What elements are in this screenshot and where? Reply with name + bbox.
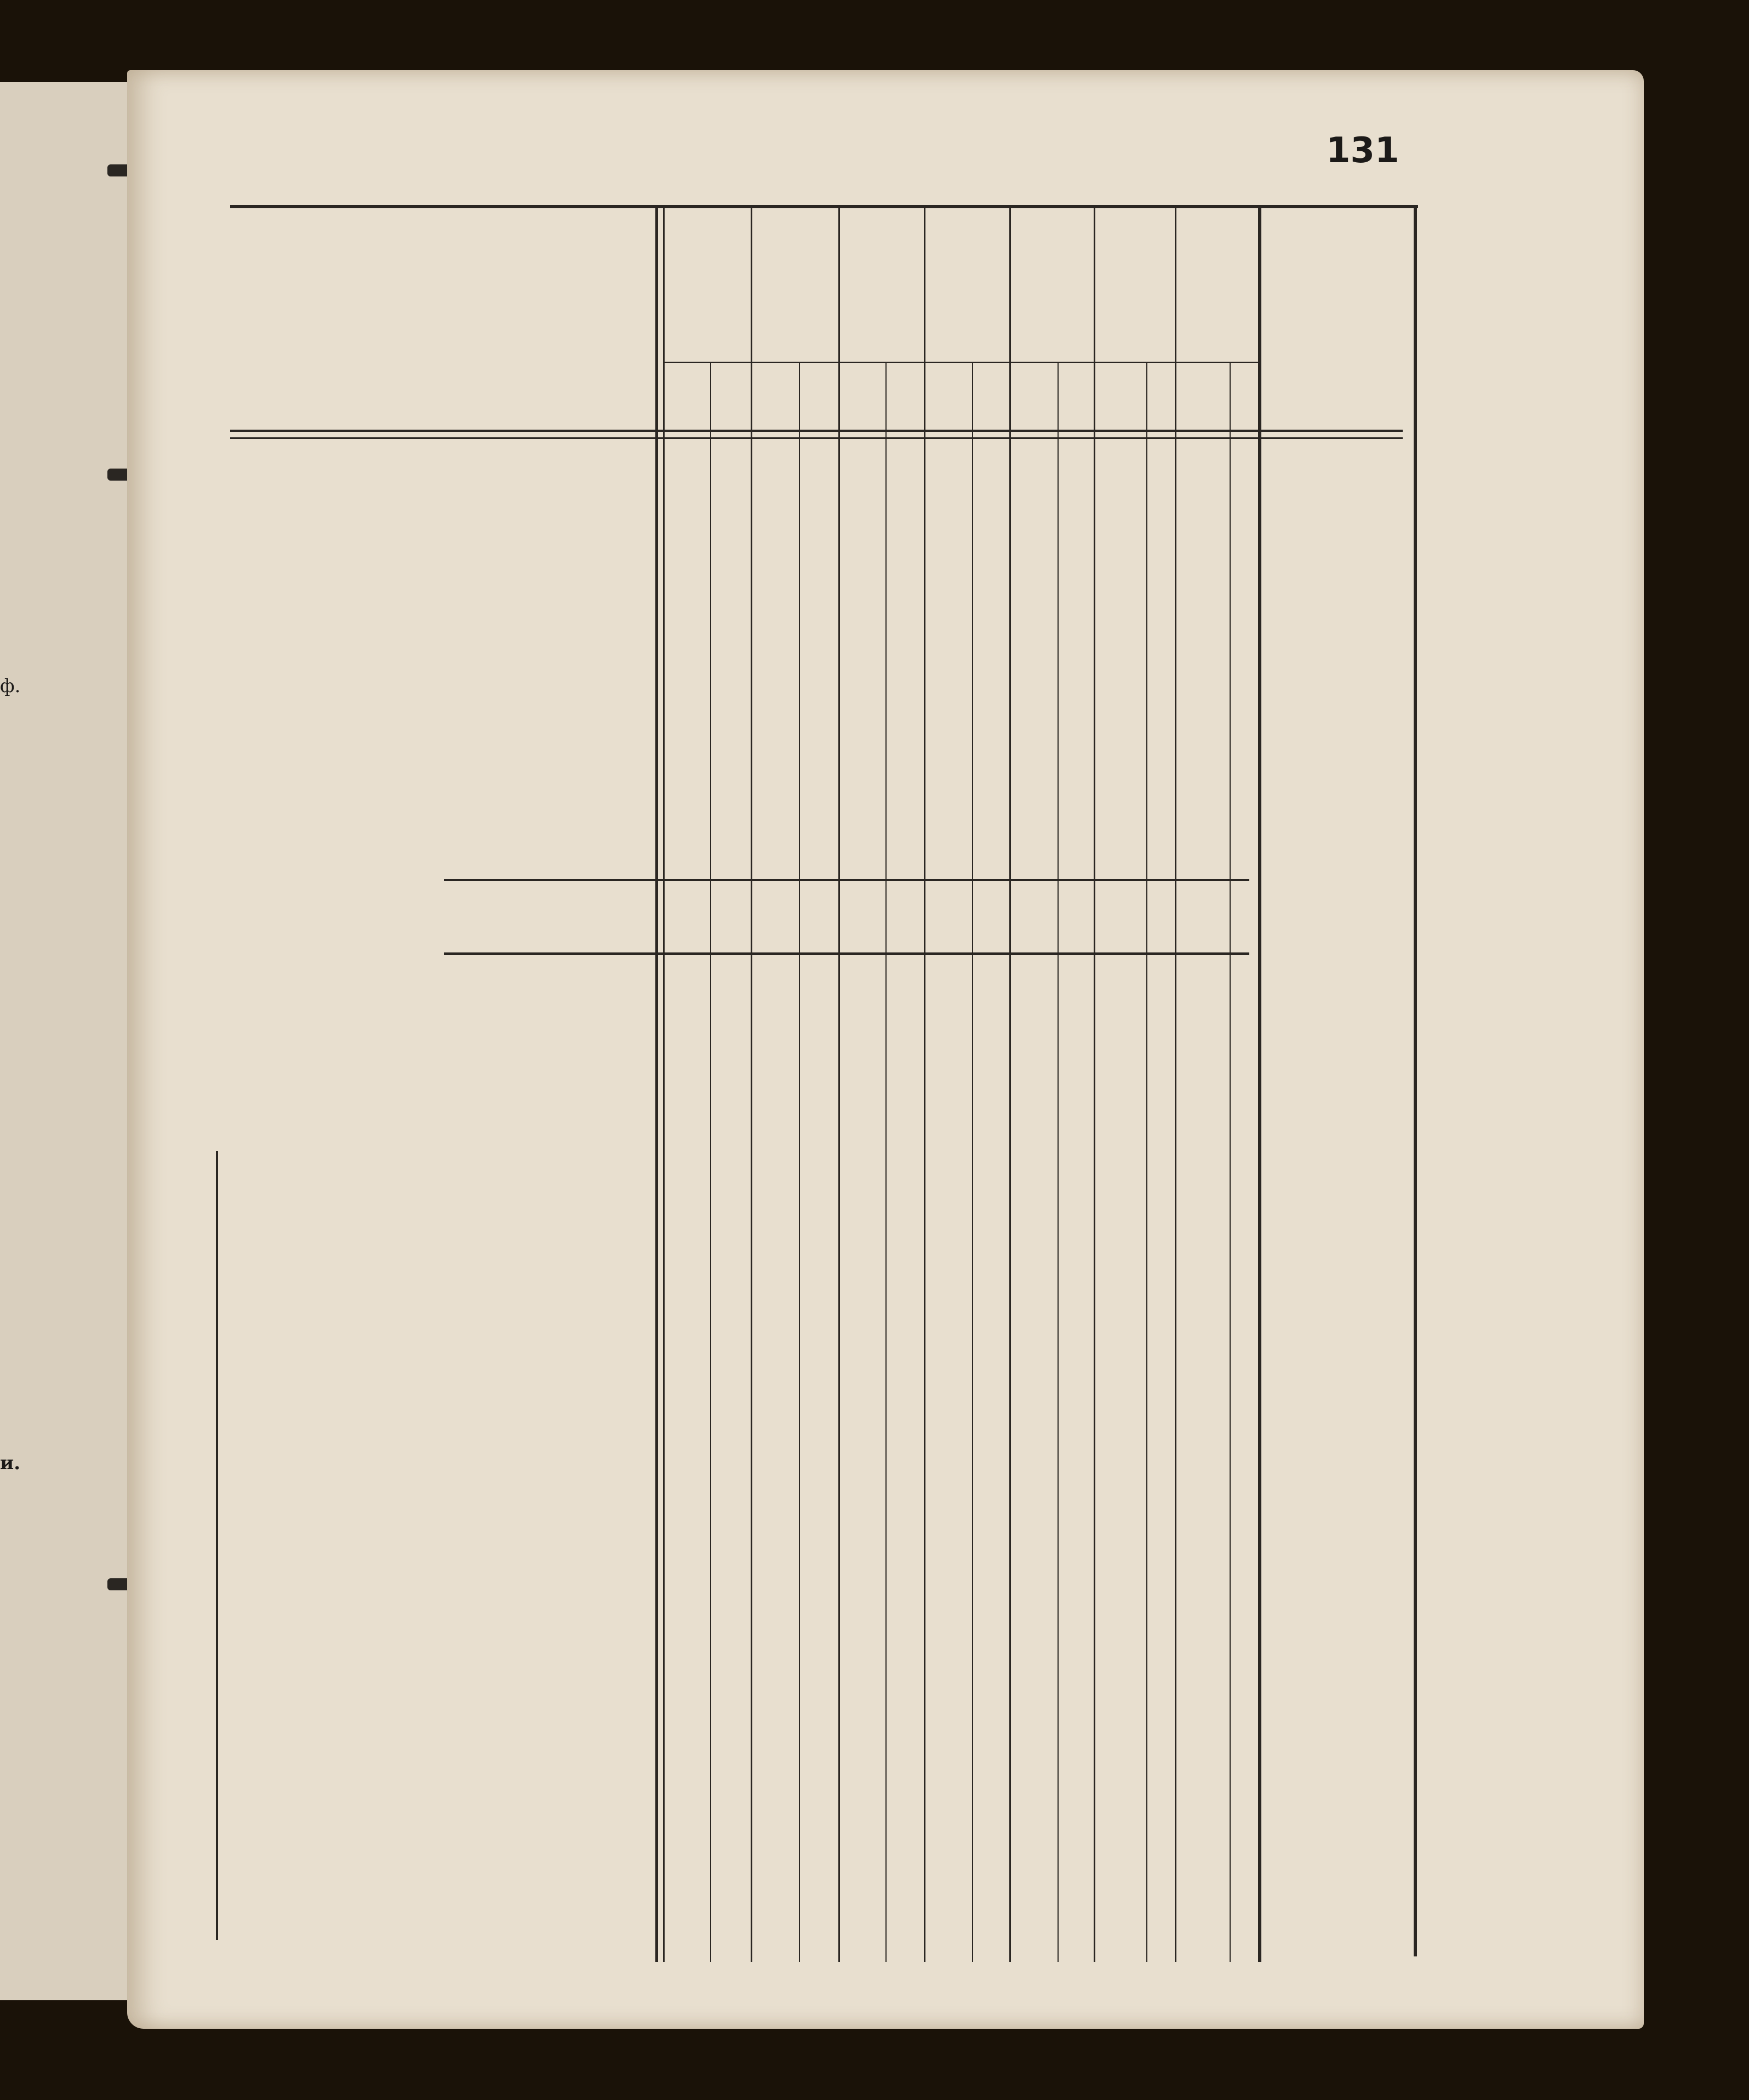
crop-column-rule (1258, 208, 1260, 1962)
pf-header-rule (663, 362, 1258, 363)
pf-column-rule (1146, 362, 1147, 1962)
left-page-fragment: и. (0, 1452, 21, 1474)
total-rule-bottom (444, 952, 1249, 955)
crop-column-rule (1175, 208, 1176, 1962)
header-bottom-rule (230, 430, 1403, 432)
crop-column-rule (924, 208, 925, 1962)
crop-column-rule (663, 208, 665, 1962)
page-number: 131 (1326, 130, 1399, 171)
left-page-fragment: ф. (0, 675, 21, 697)
pf-column-rule (972, 362, 973, 1962)
table-right-rule (1414, 208, 1417, 1956)
crop-column-rule (1094, 208, 1095, 1962)
pf-column-rule (885, 362, 887, 1962)
table-left-rule (216, 1151, 218, 1940)
crop-column-rule (838, 208, 840, 1962)
table-top-rule (230, 205, 1418, 208)
pf-column-rule (1230, 362, 1231, 1962)
pf-column-rule (1058, 362, 1059, 1962)
crop-column-rule (1009, 208, 1011, 1962)
crop-column-rule (751, 208, 752, 1962)
previous-page-edge (0, 82, 134, 2000)
pf-column-rule (799, 362, 800, 1962)
header-bottom-rule-2 (230, 437, 1403, 439)
pf-column-rule (710, 362, 711, 1962)
total-rule-top (444, 879, 1249, 881)
name-column-rule (655, 208, 658, 1962)
